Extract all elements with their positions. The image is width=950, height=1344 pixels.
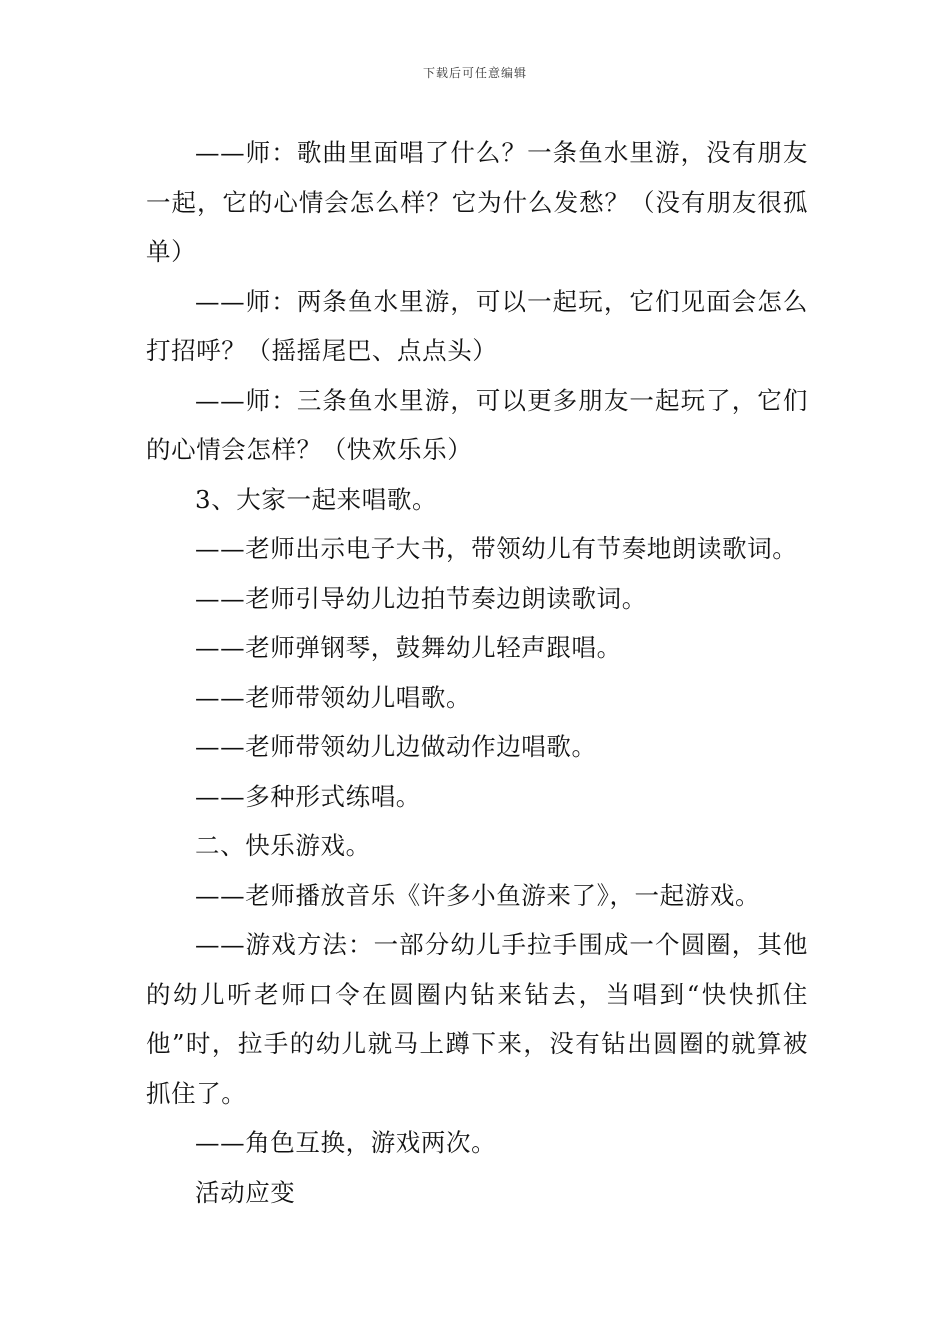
paragraph: ——老师弹钢琴，鼓舞幼儿轻声跟唱。 <box>195 633 622 662</box>
paragraph: ——角色互换，游戏两次。 <box>195 1128 497 1157</box>
document-body <box>146 128 808 1217</box>
paragraph: ——游戏方法：一部分幼儿手拉手围成一个圆圈，其他的幼儿听老师口令在圆圈内钻来钻去，当唱到“快快抓住他”时，拉手的幼儿就马上蹲下来，没有钻出圆圈的就算被抓住了。 <box>146 930 808 1108</box>
section-heading: 二、快乐游戏。 <box>195 831 371 860</box>
page-header: 下载后可任意编辑 <box>422 66 527 80</box>
paragraph: ——老师引导幼儿边拍节奏边朗读歌词。 <box>195 583 647 613</box>
paragraph: ——老师带领幼儿唱歌。 <box>195 682 472 712</box>
paragraph: ——师：歌曲里面唱了什么？一条鱼水里游，没有朋友一起，它的心情会怎么样？它为什么发愁？（没有朋友很孤单） <box>146 138 808 266</box>
paragraph: ——多种形式练唱。 <box>195 781 421 811</box>
paragraph: ——老师出示电子大书，带领幼儿有节奏地朗读歌词。 <box>195 534 798 563</box>
paragraph: ——老师带领幼儿边做动作边唱歌。 <box>195 732 597 761</box>
paragraph: ——老师播放音乐《许多小鱼游来了》，一起游戏。 <box>195 880 761 910</box>
paragraph: ——师：三条鱼水里游，可以更多朋友一起玩了，它们的心情会怎样？（快欢乐乐） <box>146 385 808 464</box>
section-heading: 3、大家一起来唱歌。 <box>195 484 438 514</box>
section-heading: 活动应变 <box>195 1177 296 1207</box>
paragraph: ——师：两条鱼水里游，可以一起玩，它们见面会怎么打招呼？（摇摇尾巴、点点头） <box>146 286 808 365</box>
